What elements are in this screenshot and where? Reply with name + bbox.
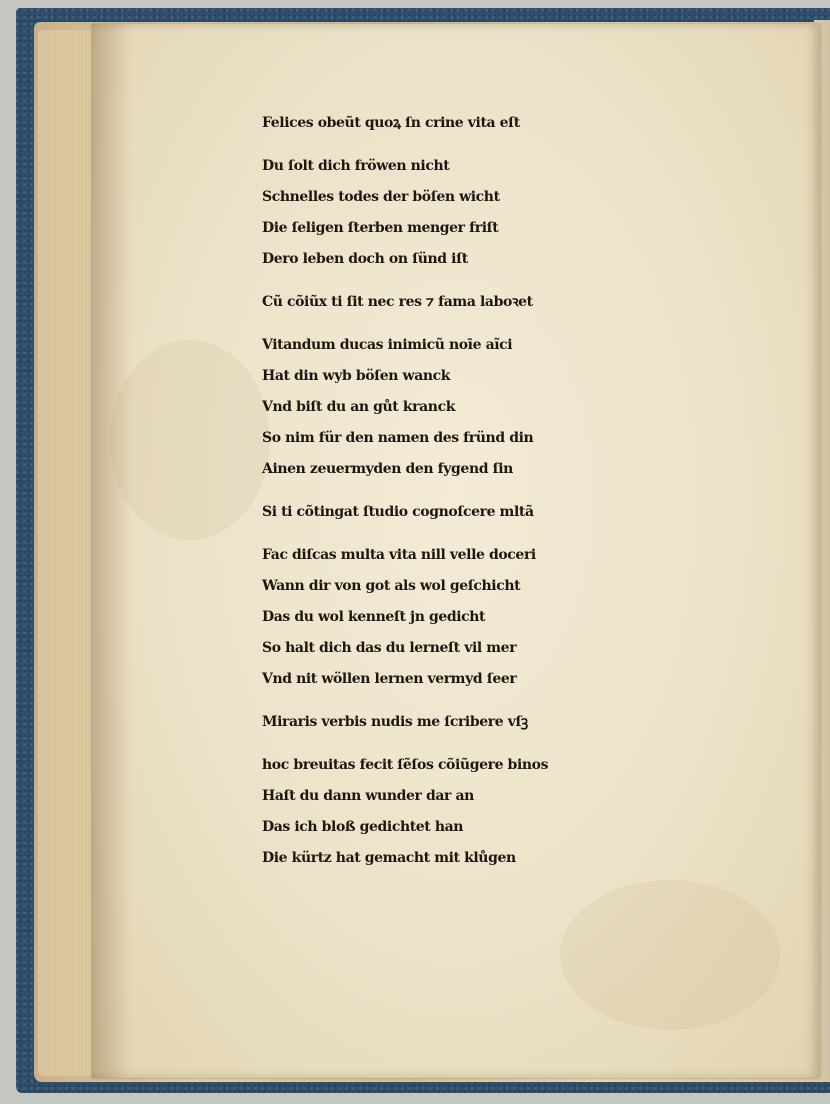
- text-line: Das du wol kenneſt jn gedicht: [262, 609, 486, 625]
- stanza: [262, 108, 742, 139]
- text-line: hoc breuitas fecit ſẽſos cõiũgere binos: [262, 757, 549, 773]
- text-line: Die kürtz hat gemacht mit klůgen: [262, 850, 516, 866]
- stanza: [262, 750, 742, 874]
- text-line: Vnd biſt du an gůt kranck: [262, 399, 456, 415]
- text-line: Du ſolt dich fröwen nicht: [262, 158, 450, 174]
- text-line: Si ti cõtingat ſtudio cognoſcere mltã: [262, 504, 534, 520]
- text-line: Miraris verbis nudis me ſcribere vſꝫ: [262, 714, 528, 730]
- text-line: Felices obeũt quoꝝ ſn crine vita eſt: [262, 115, 520, 131]
- stanza: [262, 151, 742, 275]
- text-line: Hat din wyb böſen wanck: [262, 368, 451, 384]
- stanza: [262, 707, 742, 738]
- gutter-shadow: [92, 24, 132, 1078]
- text-line: Vitandum ducas inimicũ noīe aĩci: [262, 337, 513, 353]
- text-line: Das ich bloß gedichtet han: [262, 819, 464, 835]
- stanza: [262, 497, 742, 528]
- text-line: Vnd nit wöllen lernen vermyd ſeer: [262, 671, 517, 687]
- poem-text: [262, 108, 742, 874]
- text-line: Ainen zeuermyden den fygend ſin: [262, 461, 513, 477]
- page-stain: [110, 340, 270, 540]
- text-line: So nim für den namen des fründ din: [262, 430, 534, 446]
- text-line: Fac diſcas multa vita nill velle doceri: [262, 547, 536, 563]
- stanza: [262, 287, 742, 318]
- text-line: Haſt du dann wunder dar an: [262, 788, 474, 804]
- text-line: Schnelles todes der böſen wicht: [262, 189, 500, 205]
- stanza: [262, 540, 742, 695]
- page-stain: [560, 880, 780, 1030]
- text-line: Die ſeligen ſterben menger friſt: [262, 220, 499, 236]
- text-line: Wann dir von got als wol geſchicht: [262, 578, 521, 594]
- text-line: Cũ cõiũx ti ſit nec res ⁊ fama laboꝛet: [262, 294, 533, 310]
- stanza: [262, 330, 742, 485]
- text-line: So halt dich das du lerneſt vil mer: [262, 640, 517, 656]
- text-line: Dero leben doch on ſünd iſt: [262, 251, 468, 267]
- page-edges: [38, 30, 96, 1076]
